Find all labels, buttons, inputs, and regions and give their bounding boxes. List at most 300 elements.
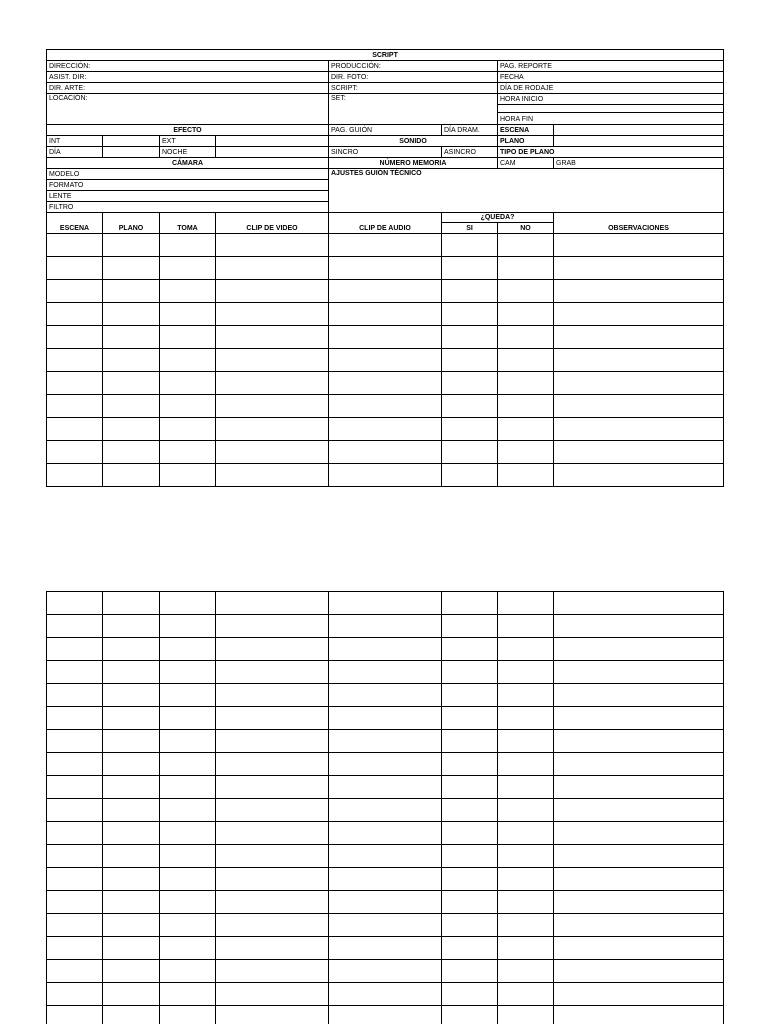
log-cell[interactable]: [498, 799, 554, 822]
log-cell[interactable]: [103, 937, 160, 960]
log-cell[interactable]: [47, 280, 103, 303]
log-cell[interactable]: [442, 799, 498, 822]
log-cell[interactable]: [216, 257, 329, 280]
log-cell[interactable]: [216, 349, 329, 372]
log-cell[interactable]: [498, 303, 554, 326]
log-cell[interactable]: [160, 753, 216, 776]
log-cell[interactable]: [103, 1006, 160, 1024]
log-cell[interactable]: [554, 1006, 724, 1024]
log-cell[interactable]: [47, 914, 103, 937]
log-cell[interactable]: [442, 822, 498, 845]
ext-check[interactable]: [216, 136, 329, 147]
log-row: [47, 441, 724, 464]
set-field[interactable]: SET:: [329, 94, 498, 125]
log-cell[interactable]: [103, 441, 160, 464]
log-cell[interactable]: [216, 592, 329, 615]
pag-guion-field[interactable]: PAG. GUIÓN: [329, 125, 442, 136]
log-cell[interactable]: [216, 326, 329, 349]
noche-label: NOCHE: [160, 147, 216, 158]
log-cell[interactable]: [329, 661, 442, 684]
log-row: [47, 845, 724, 868]
log-cell[interactable]: [103, 822, 160, 845]
log-cell[interactable]: [554, 845, 724, 868]
log-cell[interactable]: [329, 615, 442, 638]
log-cell[interactable]: [442, 937, 498, 960]
log-cell[interactable]: [216, 418, 329, 441]
log-cell[interactable]: [216, 937, 329, 960]
log-cell[interactable]: [47, 799, 103, 822]
log-cell[interactable]: [47, 868, 103, 891]
log-cell[interactable]: [216, 441, 329, 464]
log-cell[interactable]: [442, 464, 498, 487]
plano-value[interactable]: [554, 136, 724, 147]
asist-dir-field[interactable]: ASIST. DIR:: [47, 72, 329, 83]
cam-label: CAM: [498, 158, 554, 169]
log-cell[interactable]: [216, 868, 329, 891]
log-cell[interactable]: [498, 730, 554, 753]
log-cell[interactable]: [498, 372, 554, 395]
log-cell[interactable]: [554, 234, 724, 257]
noche-check[interactable]: [216, 147, 329, 158]
log-cell[interactable]: [554, 983, 724, 1006]
ext-label: EXT: [160, 136, 216, 147]
log-cell[interactable]: [329, 441, 442, 464]
log-cell[interactable]: [47, 684, 103, 707]
log-cell[interactable]: [498, 257, 554, 280]
fecha-field[interactable]: FECHA: [498, 72, 724, 83]
log-cell[interactable]: [329, 464, 442, 487]
log-cell[interactable]: [103, 638, 160, 661]
log-row: [47, 418, 724, 441]
log-cell[interactable]: [329, 592, 442, 615]
log-cell[interactable]: [103, 845, 160, 868]
dir-arte-field[interactable]: DIR. ARTE:: [47, 83, 329, 94]
log-cell[interactable]: [554, 822, 724, 845]
log-cell[interactable]: [160, 326, 216, 349]
log-cell[interactable]: [216, 753, 329, 776]
log-cell[interactable]: [554, 960, 724, 983]
camara-heading: CÁMARA: [47, 158, 329, 169]
log-row: [47, 684, 724, 707]
log-cell[interactable]: [47, 753, 103, 776]
log-cell[interactable]: [47, 891, 103, 914]
queda-heading: ¿QUEDA?: [442, 213, 554, 223]
log-cell[interactable]: [554, 684, 724, 707]
log-row: [47, 914, 724, 937]
log-cell[interactable]: [329, 638, 442, 661]
log-cell[interactable]: [47, 983, 103, 1006]
log-row: [47, 372, 724, 395]
log-cell[interactable]: [442, 753, 498, 776]
log-cell[interactable]: [329, 1006, 442, 1024]
log-cell[interactable]: [160, 615, 216, 638]
log-cell[interactable]: [442, 592, 498, 615]
escena-field[interactable]: ESCENA: [498, 125, 554, 136]
log-cell[interactable]: [103, 257, 160, 280]
log-row: [47, 799, 724, 822]
log-cell[interactable]: [103, 303, 160, 326]
log-cell[interactable]: [160, 638, 216, 661]
log-cell[interactable]: [216, 1006, 329, 1024]
log-cell[interactable]: [103, 234, 160, 257]
log-cell[interactable]: [216, 960, 329, 983]
log-cell[interactable]: [103, 684, 160, 707]
log-cell[interactable]: [47, 395, 103, 418]
lente-field[interactable]: LENTE: [47, 191, 329, 202]
log-cell[interactable]: [442, 638, 498, 661]
log-cell[interactable]: [216, 372, 329, 395]
log-cell[interactable]: [103, 799, 160, 822]
log-cell[interactable]: [442, 234, 498, 257]
log-cell[interactable]: [160, 395, 216, 418]
log-cell[interactable]: [498, 868, 554, 891]
log-cell[interactable]: [498, 983, 554, 1006]
log-cell[interactable]: [498, 891, 554, 914]
log-cell[interactable]: [498, 776, 554, 799]
log-row: [47, 753, 724, 776]
log-cell[interactable]: [329, 303, 442, 326]
log-row: [47, 257, 724, 280]
log-cell[interactable]: [103, 707, 160, 730]
log-cell[interactable]: [498, 441, 554, 464]
log-cell[interactable]: [442, 776, 498, 799]
log-row: [47, 730, 724, 753]
log-cell[interactable]: [329, 349, 442, 372]
log-cell[interactable]: [216, 776, 329, 799]
log-cell[interactable]: [160, 592, 216, 615]
log-cell[interactable]: [160, 234, 216, 257]
log-cell[interactable]: [554, 937, 724, 960]
log-cell[interactable]: [103, 372, 160, 395]
log-cell[interactable]: [498, 638, 554, 661]
log-cell[interactable]: [160, 960, 216, 983]
log-cell[interactable]: [554, 326, 724, 349]
log-cell[interactable]: [554, 280, 724, 303]
log-cell[interactable]: [160, 464, 216, 487]
log-cell[interactable]: [103, 753, 160, 776]
log-cell[interactable]: [329, 326, 442, 349]
log-cell[interactable]: [329, 418, 442, 441]
log-cell[interactable]: [329, 937, 442, 960]
log-row: [47, 303, 724, 326]
log-cell[interactable]: [103, 983, 160, 1006]
log-cell[interactable]: [329, 753, 442, 776]
log-cell[interactable]: [103, 914, 160, 937]
log-cell[interactable]: [160, 707, 216, 730]
log-cell[interactable]: [160, 349, 216, 372]
log-cell[interactable]: [442, 303, 498, 326]
log-cell[interactable]: [329, 257, 442, 280]
log-cell[interactable]: [442, 615, 498, 638]
log-cell[interactable]: [442, 868, 498, 891]
log-cell[interactable]: [47, 1006, 103, 1024]
plano-field[interactable]: PLANO: [498, 136, 554, 147]
log-cell[interactable]: [554, 257, 724, 280]
log-cell[interactable]: [442, 326, 498, 349]
log-cell[interactable]: [216, 464, 329, 487]
log-cell[interactable]: [554, 615, 724, 638]
log-cell[interactable]: [498, 418, 554, 441]
log-cell[interactable]: [103, 615, 160, 638]
log-cell[interactable]: [216, 661, 329, 684]
log-cell[interactable]: [442, 730, 498, 753]
log-cell[interactable]: [47, 638, 103, 661]
log-cell[interactable]: [216, 234, 329, 257]
log-cell[interactable]: [160, 661, 216, 684]
log-cell[interactable]: [103, 868, 160, 891]
log-cell[interactable]: [554, 868, 724, 891]
log-cell[interactable]: [442, 257, 498, 280]
log-cell[interactable]: [47, 303, 103, 326]
log-cell[interactable]: [442, 372, 498, 395]
log-cell[interactable]: [442, 891, 498, 914]
pag-reporte-field[interactable]: PAG. REPORTE: [498, 61, 724, 72]
log-cell[interactable]: [329, 707, 442, 730]
dia-check[interactable]: [103, 147, 160, 158]
log-cell[interactable]: [554, 914, 724, 937]
sonido-heading: SONIDO: [329, 136, 498, 147]
log-cell[interactable]: [47, 776, 103, 799]
log-cell[interactable]: [554, 395, 724, 418]
log-cell[interactable]: [47, 937, 103, 960]
log-cell[interactable]: [442, 1006, 498, 1024]
log-cell[interactable]: [442, 845, 498, 868]
log-cell[interactable]: [498, 914, 554, 937]
log-cell[interactable]: [554, 799, 724, 822]
log-cell[interactable]: [329, 395, 442, 418]
log-cell[interactable]: [498, 937, 554, 960]
log-cell[interactable]: [554, 753, 724, 776]
log-cell[interactable]: [442, 441, 498, 464]
log-cell[interactable]: [329, 891, 442, 914]
sincro-label: SINCRO: [329, 147, 442, 158]
log-cell[interactable]: [47, 234, 103, 257]
log-cell[interactable]: [160, 937, 216, 960]
log-cell[interactable]: [554, 349, 724, 372]
log-cell[interactable]: [442, 349, 498, 372]
log-cell[interactable]: [47, 418, 103, 441]
log-cell[interactable]: [554, 661, 724, 684]
log-cell[interactable]: [216, 280, 329, 303]
log-cell[interactable]: [554, 638, 724, 661]
log-cell[interactable]: [47, 730, 103, 753]
log-cell[interactable]: [554, 418, 724, 441]
ajustes-guion-field[interactable]: AJUSTES GUIÓN TÉCNICO: [329, 169, 724, 213]
log-cell[interactable]: [329, 868, 442, 891]
log-cell[interactable]: [47, 441, 103, 464]
log-cell[interactable]: [103, 730, 160, 753]
log-cell[interactable]: [216, 730, 329, 753]
log-cell[interactable]: [47, 464, 103, 487]
log-cell[interactable]: [442, 418, 498, 441]
log-cell[interactable]: [47, 592, 103, 615]
log-row: [47, 638, 724, 661]
log-cell[interactable]: [498, 845, 554, 868]
log-cell[interactable]: [442, 661, 498, 684]
log-cell[interactable]: [216, 891, 329, 914]
log-cell[interactable]: [47, 822, 103, 845]
log-cell[interactable]: [329, 234, 442, 257]
log-cell[interactable]: [442, 684, 498, 707]
log-cell[interactable]: [103, 280, 160, 303]
modelo-field[interactable]: MODELO: [47, 169, 329, 180]
log-cell[interactable]: [216, 845, 329, 868]
log-cell[interactable]: [498, 326, 554, 349]
log-cell[interactable]: [498, 822, 554, 845]
log-cell[interactable]: [160, 684, 216, 707]
dia-rodaje-field[interactable]: DÍA DE RODAJE: [498, 83, 724, 94]
col-clip-audio: CLIP DE AUDIO: [329, 213, 442, 234]
log-cell[interactable]: [329, 845, 442, 868]
log-cell[interactable]: [329, 960, 442, 983]
log-cell[interactable]: [47, 372, 103, 395]
log-row: [47, 326, 724, 349]
log-cell[interactable]: [442, 983, 498, 1006]
script-field[interactable]: SCRIPT:: [329, 83, 498, 94]
asincro-label: ASINCRO: [442, 147, 498, 158]
dia-dram-field[interactable]: DÍA DRAM.: [442, 125, 498, 136]
int-check[interactable]: [103, 136, 160, 147]
log-cell[interactable]: [498, 684, 554, 707]
log-cell[interactable]: [47, 661, 103, 684]
log-cell[interactable]: [216, 303, 329, 326]
log-cell[interactable]: [442, 395, 498, 418]
log-cell[interactable]: [160, 418, 216, 441]
log-cell[interactable]: [160, 372, 216, 395]
log-cell[interactable]: [216, 914, 329, 937]
dir-foto-field[interactable]: DIR. FOTO:: [329, 72, 498, 83]
log-cell[interactable]: [160, 868, 216, 891]
log-cell[interactable]: [329, 730, 442, 753]
log-cell[interactable]: [498, 615, 554, 638]
log-cell[interactable]: [160, 799, 216, 822]
log-row: [47, 661, 724, 684]
log-cell[interactable]: [554, 592, 724, 615]
log-cell[interactable]: [442, 280, 498, 303]
log-cell[interactable]: [47, 615, 103, 638]
log-cell[interactable]: [160, 914, 216, 937]
col-escena: ESCENA: [47, 213, 103, 234]
log-cell[interactable]: [160, 441, 216, 464]
log-cell[interactable]: [498, 707, 554, 730]
col-toma: TOMA: [160, 213, 216, 234]
log-cell[interactable]: [216, 395, 329, 418]
log-cell[interactable]: [160, 845, 216, 868]
log-cell[interactable]: [498, 960, 554, 983]
log-cell[interactable]: [47, 349, 103, 372]
log-cell[interactable]: [498, 234, 554, 257]
log-cell[interactable]: [216, 983, 329, 1006]
filtro-field[interactable]: FILTRO: [47, 202, 329, 213]
log-cell[interactable]: [47, 845, 103, 868]
log-cell[interactable]: [554, 891, 724, 914]
log-cell[interactable]: [160, 822, 216, 845]
log-cell[interactable]: [329, 776, 442, 799]
log-cell[interactable]: [554, 707, 724, 730]
log-cell[interactable]: [103, 464, 160, 487]
log-cell[interactable]: [329, 799, 442, 822]
log-cell[interactable]: [498, 592, 554, 615]
log-cell[interactable]: [216, 684, 329, 707]
log-cell[interactable]: [498, 753, 554, 776]
locacion-field[interactable]: LOCACIÓN:: [47, 94, 329, 125]
log-cell[interactable]: [160, 983, 216, 1006]
log-cell[interactable]: [103, 960, 160, 983]
log-cell[interactable]: [442, 707, 498, 730]
log-cell[interactable]: [160, 257, 216, 280]
hora-inicio-field[interactable]: HORA INICIO: [498, 94, 724, 105]
formato-field[interactable]: FORMATO: [47, 180, 329, 191]
log-cell[interactable]: [47, 707, 103, 730]
log-cell[interactable]: [103, 418, 160, 441]
log-cell[interactable]: [498, 464, 554, 487]
log-cell[interactable]: [216, 799, 329, 822]
log-cell[interactable]: [160, 1006, 216, 1024]
direccion-field[interactable]: DIRECCIÓN:: [47, 61, 329, 72]
escena-value[interactable]: [554, 125, 724, 136]
log-cell[interactable]: [329, 822, 442, 845]
log-row: [47, 1006, 724, 1024]
log-cell[interactable]: [498, 661, 554, 684]
log-cell[interactable]: [498, 349, 554, 372]
log-cell[interactable]: [329, 684, 442, 707]
produccion-field[interactable]: PRODUCCIÓN:: [329, 61, 498, 72]
log-cell[interactable]: [329, 372, 442, 395]
log-cell[interactable]: [216, 638, 329, 661]
log-cell[interactable]: [554, 372, 724, 395]
log-cell[interactable]: [554, 464, 724, 487]
log-cell[interactable]: [47, 960, 103, 983]
log-cell[interactable]: [498, 1006, 554, 1024]
log-cell[interactable]: [103, 395, 160, 418]
log-cell[interactable]: [103, 326, 160, 349]
log-cell[interactable]: [216, 707, 329, 730]
log-cell[interactable]: [103, 776, 160, 799]
log-cell[interactable]: [47, 257, 103, 280]
log-cell[interactable]: [498, 395, 554, 418]
log-cell[interactable]: [103, 349, 160, 372]
log-cell[interactable]: [160, 280, 216, 303]
log-cell[interactable]: [216, 822, 329, 845]
log-cell[interactable]: [160, 730, 216, 753]
log-row: [47, 615, 724, 638]
log-cell[interactable]: [554, 730, 724, 753]
report-page-bottom: [40, 590, 740, 1024]
log-cell[interactable]: [103, 592, 160, 615]
log-cell[interactable]: [554, 776, 724, 799]
log-cell[interactable]: [103, 661, 160, 684]
log-cell[interactable]: [554, 303, 724, 326]
log-cell[interactable]: [160, 776, 216, 799]
log-row: [47, 234, 724, 257]
log-cell[interactable]: [554, 441, 724, 464]
log-cell[interactable]: [329, 914, 442, 937]
log-cell[interactable]: [103, 891, 160, 914]
hora-fin-field[interactable]: HORA FIN: [498, 113, 724, 125]
log-cell[interactable]: [329, 983, 442, 1006]
log-cell[interactable]: [47, 326, 103, 349]
log-row: [47, 592, 724, 615]
log-cell[interactable]: [442, 960, 498, 983]
tipo-plano-field[interactable]: TIPO DE PLANO: [498, 147, 724, 158]
log-cell[interactable]: [442, 914, 498, 937]
log-cell[interactable]: [498, 280, 554, 303]
log-cell[interactable]: [160, 891, 216, 914]
log-row: [47, 891, 724, 914]
log-cell[interactable]: [329, 280, 442, 303]
log-cell[interactable]: [160, 303, 216, 326]
log-cell[interactable]: [216, 615, 329, 638]
